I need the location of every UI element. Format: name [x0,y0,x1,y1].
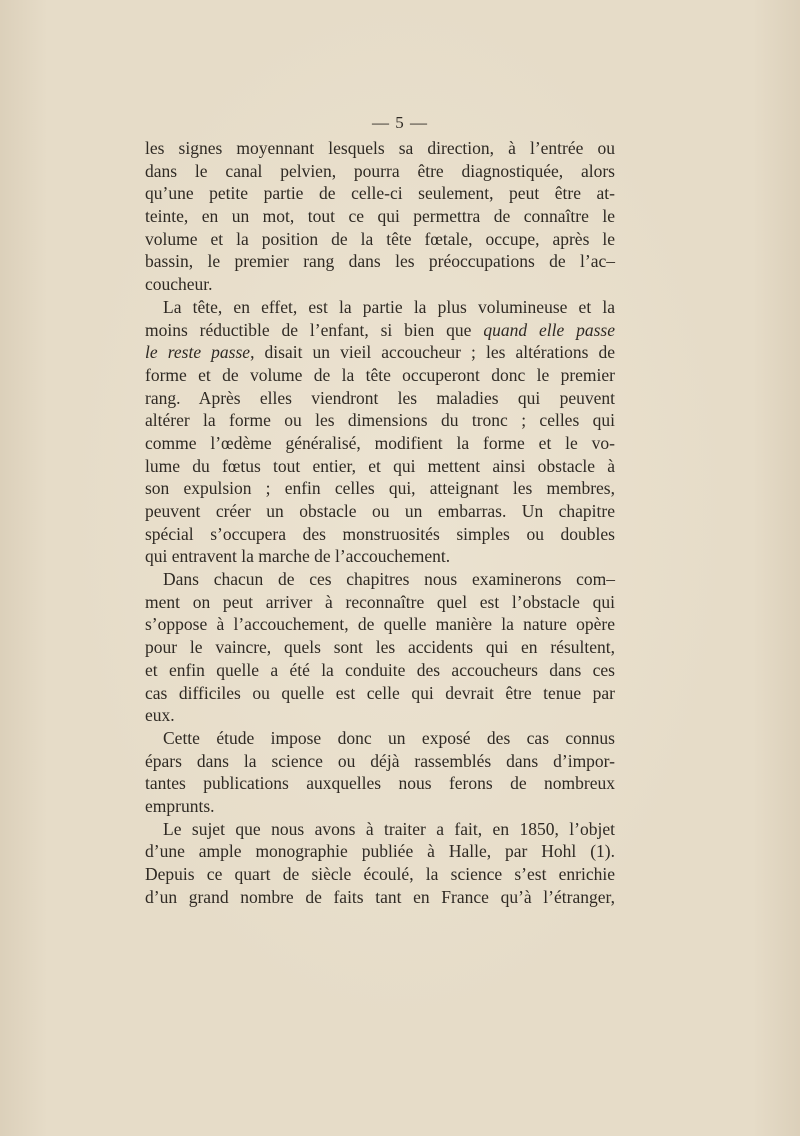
line-text: ment on peut arriver à reconnaître quel est l’obstacle qui [145,591,615,612]
line-text: La tête, en effet, est la partie la plus volumineuse et la [163,296,615,317]
text-line [145,523,615,546]
line-text: tantes publications auxquelles nous ferons de nombreux [145,773,615,794]
line-text: coucheur. [145,274,213,295]
text-line [145,409,615,432]
line-text: son expulsion ; enfin celles qui, atteignant les membres, [145,478,615,499]
line-text: spécial s’occupera des monstruosités simples ou doubles [145,523,615,544]
line-text: dans le canal pelvien, pourra être diagnostiquée, alors [145,160,615,181]
text-line [145,273,615,296]
line-text: les signes moyennant lesquels sa direction, à l’entrée ou [145,138,615,158]
text-line [145,613,615,636]
text-line [145,659,615,682]
line-text: eux. [145,705,175,726]
italic-phrase: quand elle passe [483,319,615,340]
text-line [145,364,615,387]
line-text: cas difficiles ou quelle est celle qui devrait être tenue par [145,682,615,703]
line-text: d’une ample monographie publiée à Halle, par Hohl (1). [145,841,615,862]
line-text: moins réductible de l’enfant, si bien que [145,319,472,340]
text-line [145,863,615,886]
text-line [145,137,615,160]
text-line [145,772,615,795]
text-line [145,682,615,705]
text-line [145,727,615,750]
text-line [145,500,615,523]
text-line [145,387,615,410]
line-text: comme l’œdème généralisé, modifient la forme et le vo- [145,432,615,453]
text-line [145,250,615,273]
line-text: teinte, en un mot, tout ce qui permettra de connaître le [145,206,615,227]
line-text: forme et de volume de la tête occuperont donc le premier [145,364,615,385]
line-text: emprunts. [145,795,215,816]
line-text: qu’une petite partie de celle-ci seulement, peut être at- [145,183,615,204]
line-text: altérer la forme ou les dimensions du tronc ; celles qui [145,410,615,431]
line-text: Dans chacun de ces chapitres nous examinerons com– [163,569,615,590]
line-text: s’oppose à l’accouchement, de quelle manière la nature opère [145,614,615,635]
text-line [145,568,615,591]
line-text: Depuis ce quart de siècle écoulé, la science s’est enrichie [145,864,615,884]
line-text: peuvent créer un obstacle ou un embarras. Un chapitre [145,501,615,521]
line-text: Le sujet que nous avons à traiter a fait, en 1850, l’objet [163,818,615,839]
line-text: , disait un vieil accoucheur ; les altérations de [250,342,616,363]
line-text: lume du fœtus tout entier, et qui mettent ainsi obstacle à [145,455,615,476]
text-line [145,704,615,727]
line-text: d’un grand nombre de faits tant en France qu’à l’étranger, [145,886,615,907]
line-text: pour le vaincre, quels sont les accidents qui en résultent, [145,637,615,658]
text-line [145,886,615,909]
text-line [145,636,615,659]
text-line [145,319,615,342]
line-text: qui entravent la marche de l’accouchement. [145,546,451,567]
text-line [145,545,615,568]
line-text: épars dans la science ou déjà rassemblés dans d’impor- [145,750,615,771]
text-line [145,182,615,205]
text-line [145,818,615,841]
text-line [145,432,615,455]
text-line [145,795,615,818]
body-text [145,137,615,908]
text-line [145,160,615,183]
text-line [145,750,615,773]
text-line [145,296,615,319]
page-number: — 5 — [372,113,428,132]
text-line [145,205,615,228]
text-line [145,228,615,251]
text-line [145,477,615,500]
text-line [145,840,615,863]
text-line [145,455,615,478]
line-text: Cette étude impose donc un exposé des cas connus [163,727,615,748]
italic-phrase: le reste passe [145,342,251,363]
text-line [145,341,615,364]
line-text: volume et la position de la tête fœtale, occupe, après le [145,228,615,249]
line-text: bassin, le premier rang dans les préoccupations de l’ac– [145,251,615,272]
line-text: rang. Après elles viendront les maladies qui peuvent [145,387,615,408]
text-line [145,591,615,614]
line-text: et enfin quelle a été la conduite des accoucheurs dans ces [145,659,615,680]
